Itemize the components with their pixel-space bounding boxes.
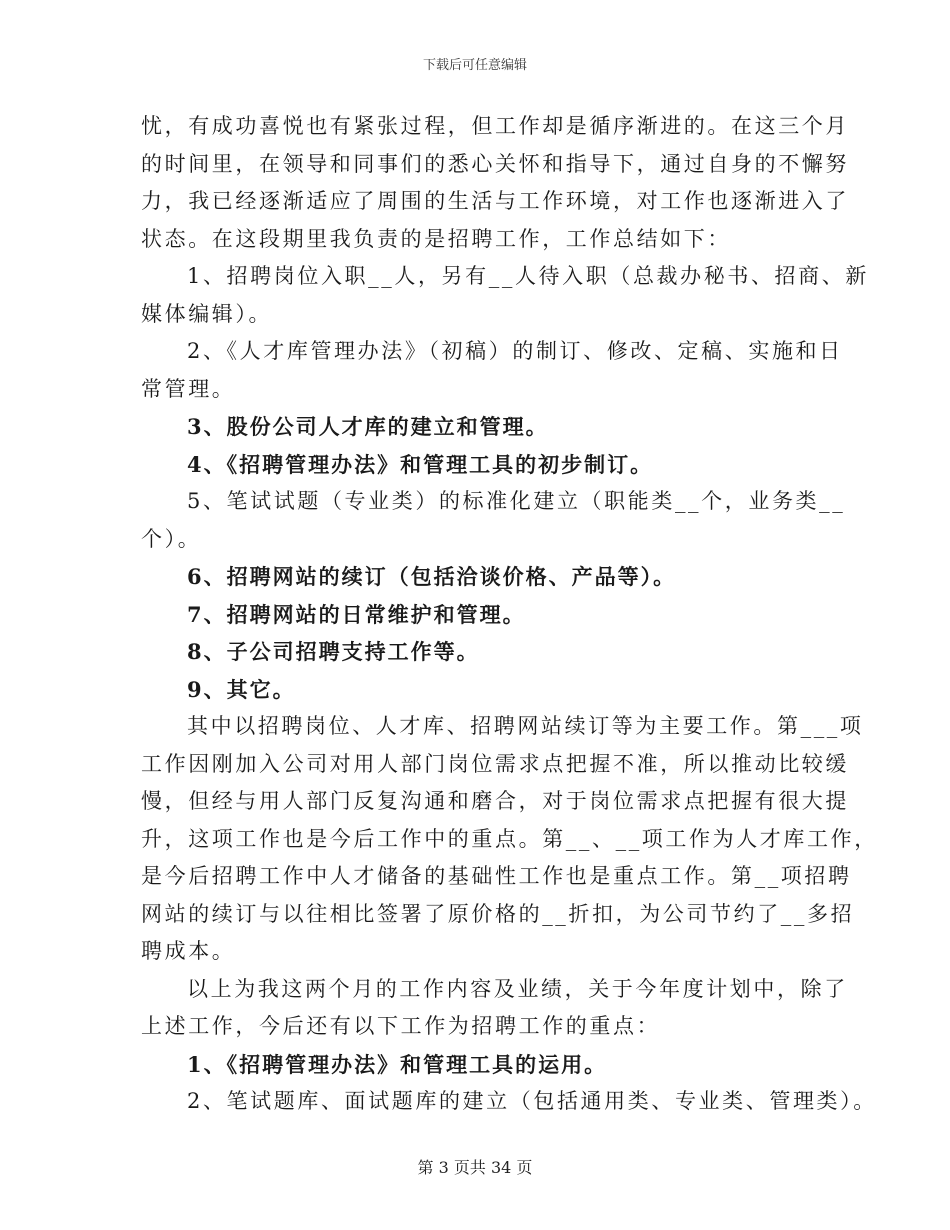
text-line: 力，我已经逐渐适应了周围的生活与工作环境，对工作也逐渐进入了 bbox=[141, 189, 849, 213]
text-line: 升，这项工作也是今后工作中的重点。第__、__项工作为人才库工作， bbox=[141, 826, 878, 851]
text-line: 1、招聘岗位入职__人，另有__人待入职（总裁办秘书、招商、新 bbox=[187, 264, 869, 288]
text-line: 7、招聘网站的日常维护和管理。 bbox=[187, 601, 526, 627]
text-line: 媒体编辑）。 bbox=[141, 301, 273, 326]
text-line: 忧，有成功喜悦也有紧张过程，但工作却是循序渐进的。在这三个月 bbox=[141, 114, 849, 138]
text-line: 9、其它。 bbox=[187, 676, 296, 702]
text-line: 4、《招聘管理办法》和管理工具的初步制订。 bbox=[187, 451, 654, 477]
text-line: 慢，但经与用人部门反复沟通和磨合，对于岗位需求点把握有很大提 bbox=[141, 789, 849, 813]
document-body bbox=[141, 108, 878, 1121]
text-line: 的时间里，在领导和同事们的悉心关怀和指导下，通过自身的不懈努 bbox=[141, 151, 849, 176]
text-line: 3、股份公司人才库的建立和管理。 bbox=[187, 414, 549, 439]
text-line: 1、《招聘管理办法》和管理工具的运用。 bbox=[187, 1051, 608, 1077]
page-header: 下载后可任意编辑 bbox=[422, 58, 527, 73]
text-line: 网站的续订与以往相比签署了原价格的__折扣，为公司节约了__多招 bbox=[141, 901, 855, 926]
text-line: 状态。在这段期里我负责的是招聘工作，工作总结如下： bbox=[141, 226, 731, 251]
text-line: 工作因刚加入公司对用人部门岗位需求点把握不准，所以推动比较缓 bbox=[141, 751, 849, 776]
text-line: 是今后招聘工作中人才储备的基础性工作也是重点工作。第__项招聘 bbox=[141, 864, 852, 888]
text-line: 以上为我这两个月的工作内容及业绩，关于今年度计划中，除了 bbox=[187, 976, 848, 1001]
page-footer: 第 3 页共 34 页 bbox=[417, 1158, 533, 1177]
text-line: 聘成本。 bbox=[141, 939, 236, 963]
text-line: 8、子公司招聘支持工作等。 bbox=[187, 639, 480, 664]
text-line: 2、《人才库管理办法》（初稿）的制订、修改、定稿、实施和日 bbox=[187, 339, 843, 363]
text-line: 5、笔试试题（专业类）的标准化建立（职能类__个，业务类__ bbox=[187, 489, 846, 513]
text-line: 上述工作，今后还有以下工作为招聘工作的重点： bbox=[141, 1014, 661, 1038]
text-line: 6、招聘网站的续订（包括洽谈价格、产品等）。 bbox=[187, 564, 677, 589]
text-line: 个）。 bbox=[141, 526, 202, 551]
text-line: 常管理。 bbox=[141, 376, 236, 401]
text-line: 2、笔试题库、面试题库的建立（包括通用类、专业类、管理类）。 bbox=[187, 1089, 877, 1113]
text-line: 其中以招聘岗位、人才库、招聘网站续订等为主要工作。第___项 bbox=[187, 714, 864, 738]
